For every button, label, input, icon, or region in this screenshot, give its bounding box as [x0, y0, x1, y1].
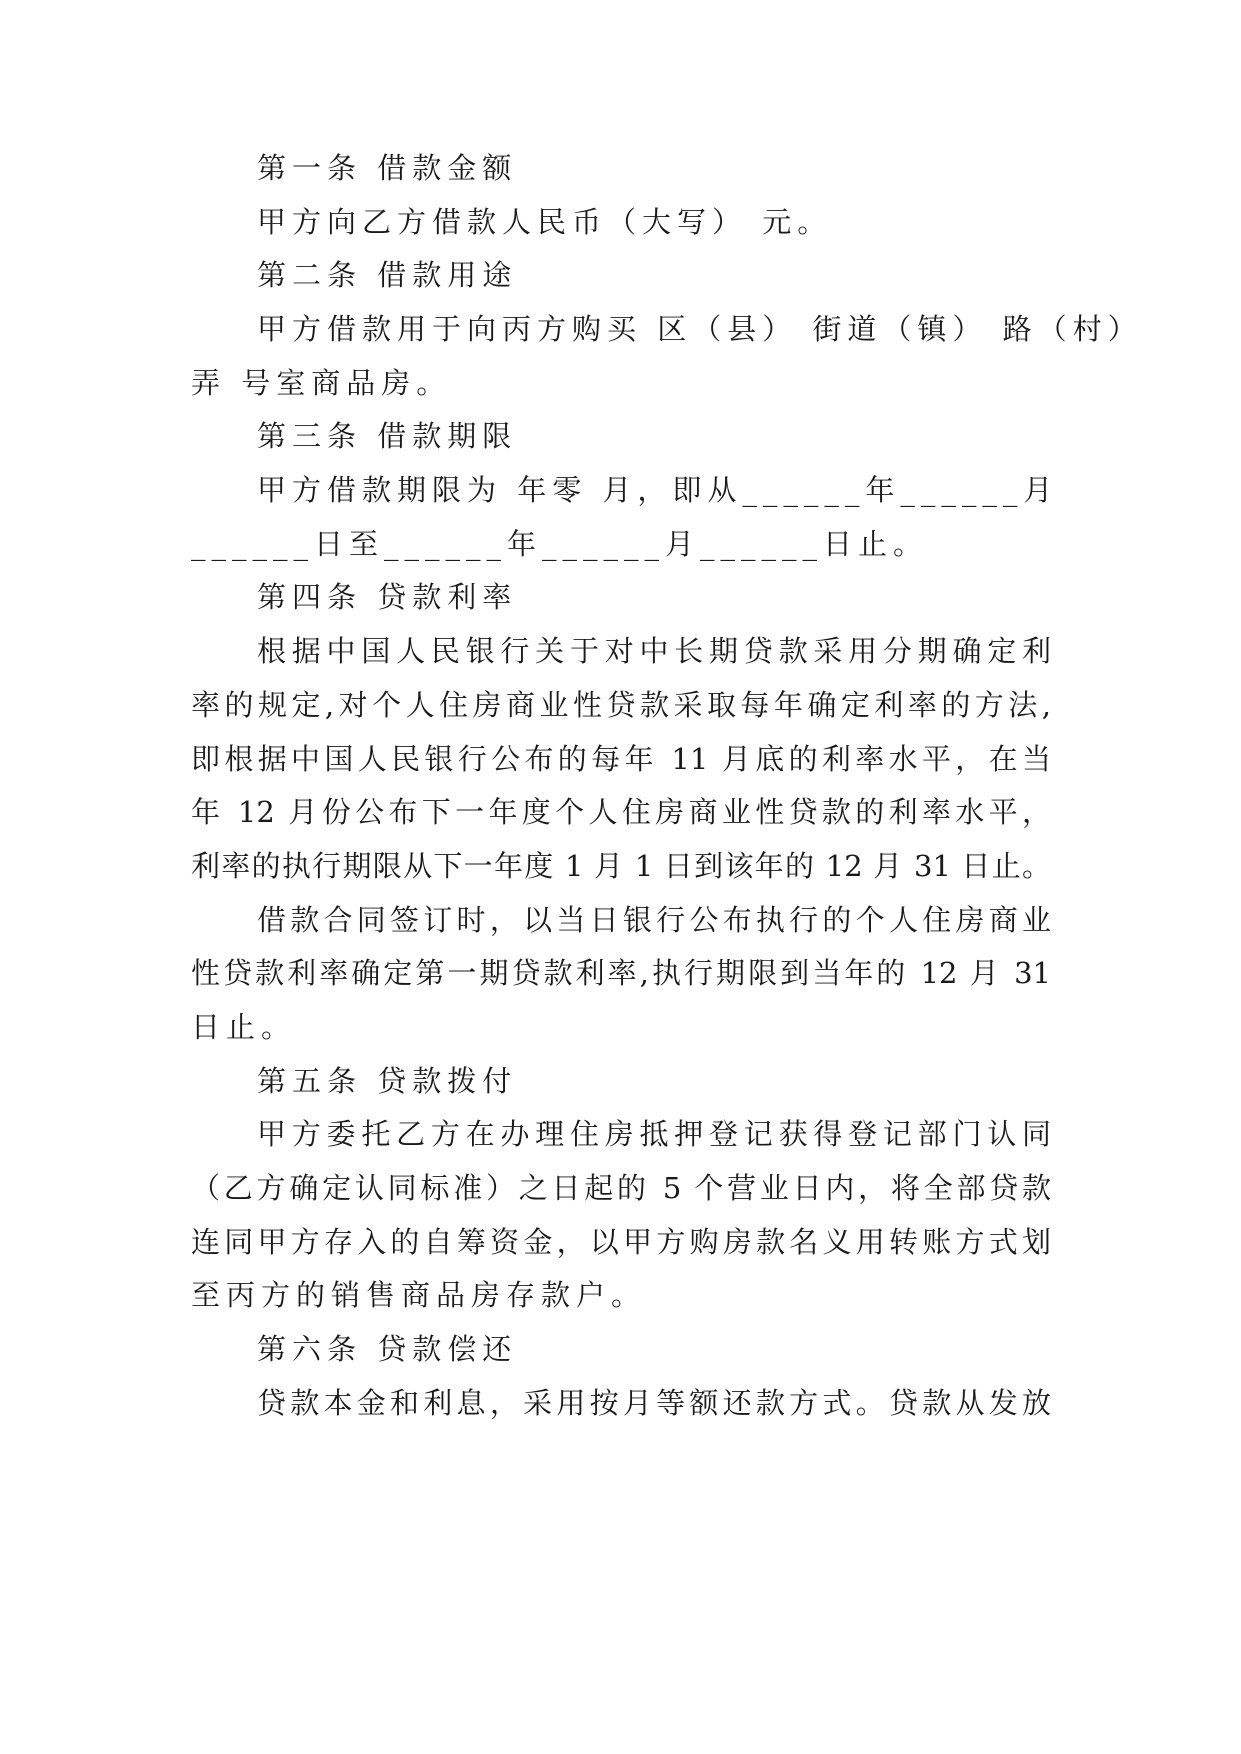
article-6-heading: 第六条 贷款偿还: [257, 1332, 518, 1366]
article-4-heading: 第四条 贷款利率: [257, 580, 518, 614]
article-4-paragraph-line: 年 12 月份公布下一年度个人住房商业性贷款的利率水平，: [191, 795, 1051, 829]
article-4-paragraph-line: 性贷款利率确定第一期贷款利率,执行期限到当年的 12 月 31: [191, 956, 1051, 990]
article-2-paragraph-line: 弄 号室商品房。: [191, 366, 452, 400]
article-4-paragraph-line: 日止。: [191, 1010, 297, 1044]
article-5-paragraph-line: 甲方委托乙方在办理住房抵押登记获得登记部门认同: [257, 1117, 1051, 1151]
article-3-paragraph-line: ______日至______年______月______日止。: [191, 527, 929, 561]
article-4-paragraph-line: 即根据中国人民银行公布的每年 11 月底的利率水平，在当: [191, 742, 1051, 776]
article-4-paragraph-line: 根据中国人民银行关于对中长期贷款采用分期确定利: [257, 634, 1051, 668]
article-5-paragraph-line: 至丙方的销售商品房存款户。: [191, 1278, 647, 1312]
article-4-paragraph-line: 借款合同签订时，以当日银行公布执行的个人住房商业: [257, 903, 1051, 937]
article-1-paragraph: 甲方向乙方借款人民币（大写） 元。: [257, 205, 833, 239]
article-5-heading: 第五条 贷款拨付: [257, 1064, 518, 1098]
article-3-paragraph-line: 甲方借款期限为 年零 月，即从______年______月: [257, 473, 1059, 507]
article-2-paragraph-line: 甲方借款用于向丙方购买 区（县） 街道（镇） 路（村）: [257, 312, 1143, 346]
article-5-paragraph-line: （乙方确定认同标准）之日起的 5 个营业日内，将全部贷款: [191, 1171, 1051, 1205]
article-4-paragraph-line: 率的规定,对个人住房商业性贷款采取每年确定利率的方法,: [191, 688, 1051, 722]
article-6-paragraph-line: 贷款本金和利息，采用按月等额还款方式。贷款从发放: [257, 1386, 1051, 1420]
article-3-heading: 第三条 借款期限: [257, 419, 518, 453]
article-1-heading: 第一条 借款金额: [257, 151, 518, 185]
article-2-heading: 第二条 借款用途: [257, 258, 518, 292]
article-5-paragraph-line: 连同甲方存入的自筹资金，以甲方购房款名义用转账方式划: [191, 1225, 1051, 1259]
article-4-paragraph-line: 利率的执行期限从下一年度 1 月 1 日到该年的 12 月 31 日止。: [191, 849, 1051, 883]
